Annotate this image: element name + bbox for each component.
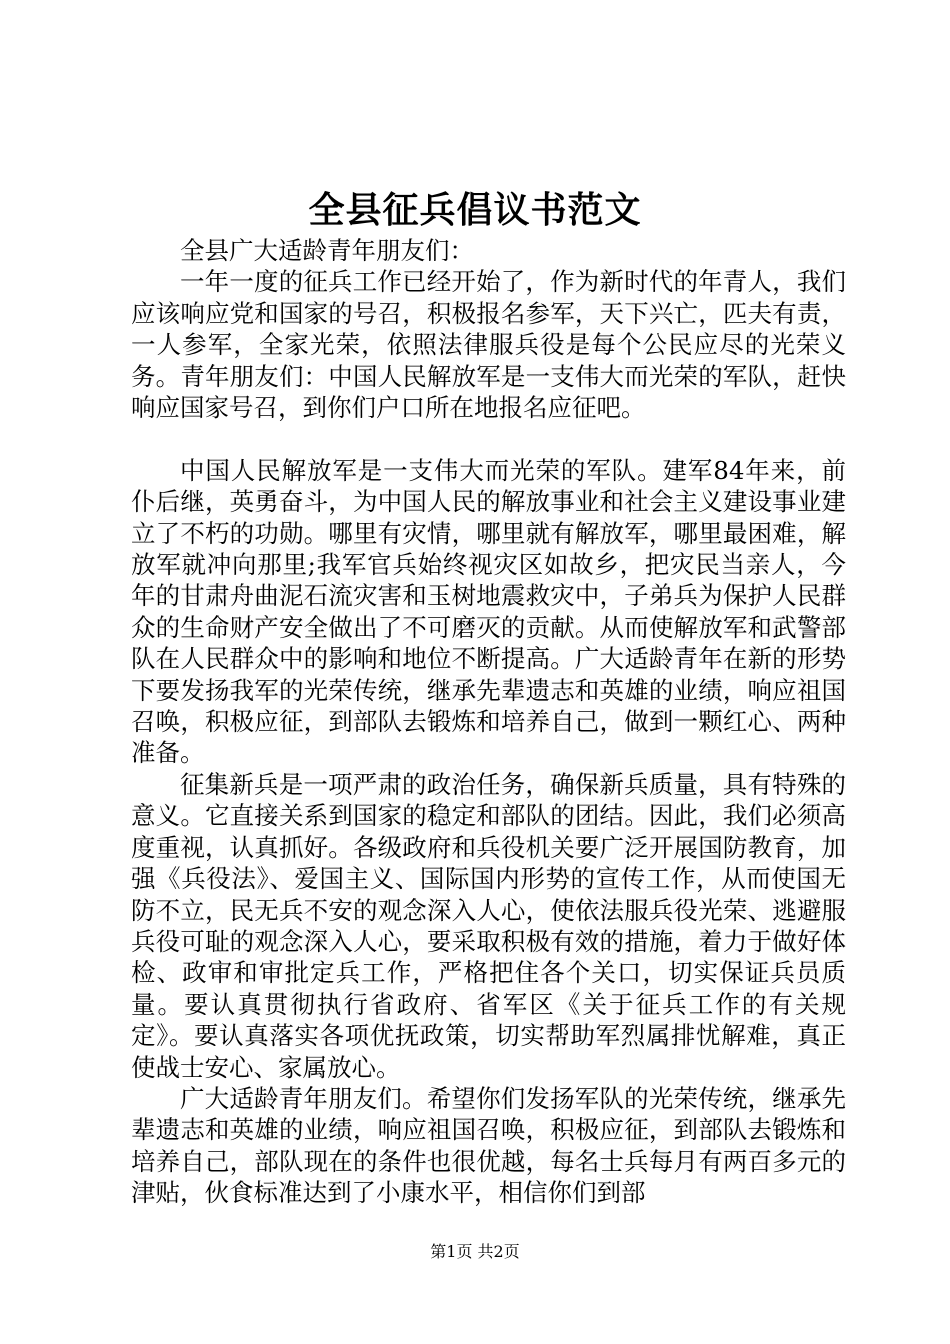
page-number-footer: 第1页 共2页 xyxy=(430,1242,520,1261)
paragraph-3: 征集新兵是一项严肃的政治任务，确保新兵质量，具有特殊的意义。它直接关系到国家的稳定和部队的团结。因此，我们必须高度重视，认真抓好。各级政府和兵役机关要广泛开展国防教育，加强《兵役法》、爱国主义、国际国内形势的宣传工作，从而使国无防不立，民无兵不安的观念深入人心，使依法服兵役光荣、逃避服兵役可耻的观念深入人心，要采取积极有效的措施，着力于做好体检、政审和审批定兵工作，严格把住各个关口，切实保证兵员质量。要认真贯彻执行省政府、省军区《关于征兵工作的有关规定》。要认真落实各项优抚政策，切实帮助军烈属排忧解难，真正使战士安心、家属放心。 xyxy=(131,769,846,1082)
paragraph-4: 广大适龄青年朋友们。希望你们发扬军队的光荣传统，继承先辈遗志和英雄的业绩，响应祖国召唤，积极应征，到部队去锻炼和培养自己，部队现在的条件也很优越，每名士兵每月有两百多元的津贴，伙食标准达到了小康水平，相信你们到部 xyxy=(131,1083,846,1208)
paragraph-2: 中国人民解放军是一支伟大而光荣的军队。建军84年来，前仆后继，英勇奋斗，为中国人民的解放事业和社会主义建设事业建立了不朽的功勋。哪里有灾情，哪里就有解放军，哪里最困难，解放军就冲向那里;我军官兵始终视灾区如故乡，把灾民当亲人，今年的甘肃舟曲泥石流灾害和玉树地震救灾中，子弟兵为保护人民群众的生命财产安全做出了不可磨灭的贡献。从而使解放军和武警部队在人民群众中的影响和地位不断提高。广大适龄青年在新的形势下要发扬我军的光荣传统，继承先辈遗志和英雄的业绩，响应祖国召唤，积极应征，到部队去锻炼和培养自己，做到一颗红心、两种准备。 xyxy=(131,455,846,768)
document-body xyxy=(131,235,846,1209)
document-title: 全县征兵倡议书范文 xyxy=(308,189,642,231)
salutation: 全县广大适龄青年朋友们： xyxy=(180,236,474,265)
paragraph-1: 一年一度的征兵工作已经开始了，作为新时代的年青人，我们应该响应党和国家的号召，积极报名参军，天下兴亡，匹夫有责，一人参军，全家光荣，依照法律服兵役是每个公民应尽的光荣义务。青年朋友们：中国人民解放军是一支伟大而光荣的军队，赶快响应国家号召，到你们户口所在地报名应征吧。 xyxy=(131,267,846,423)
